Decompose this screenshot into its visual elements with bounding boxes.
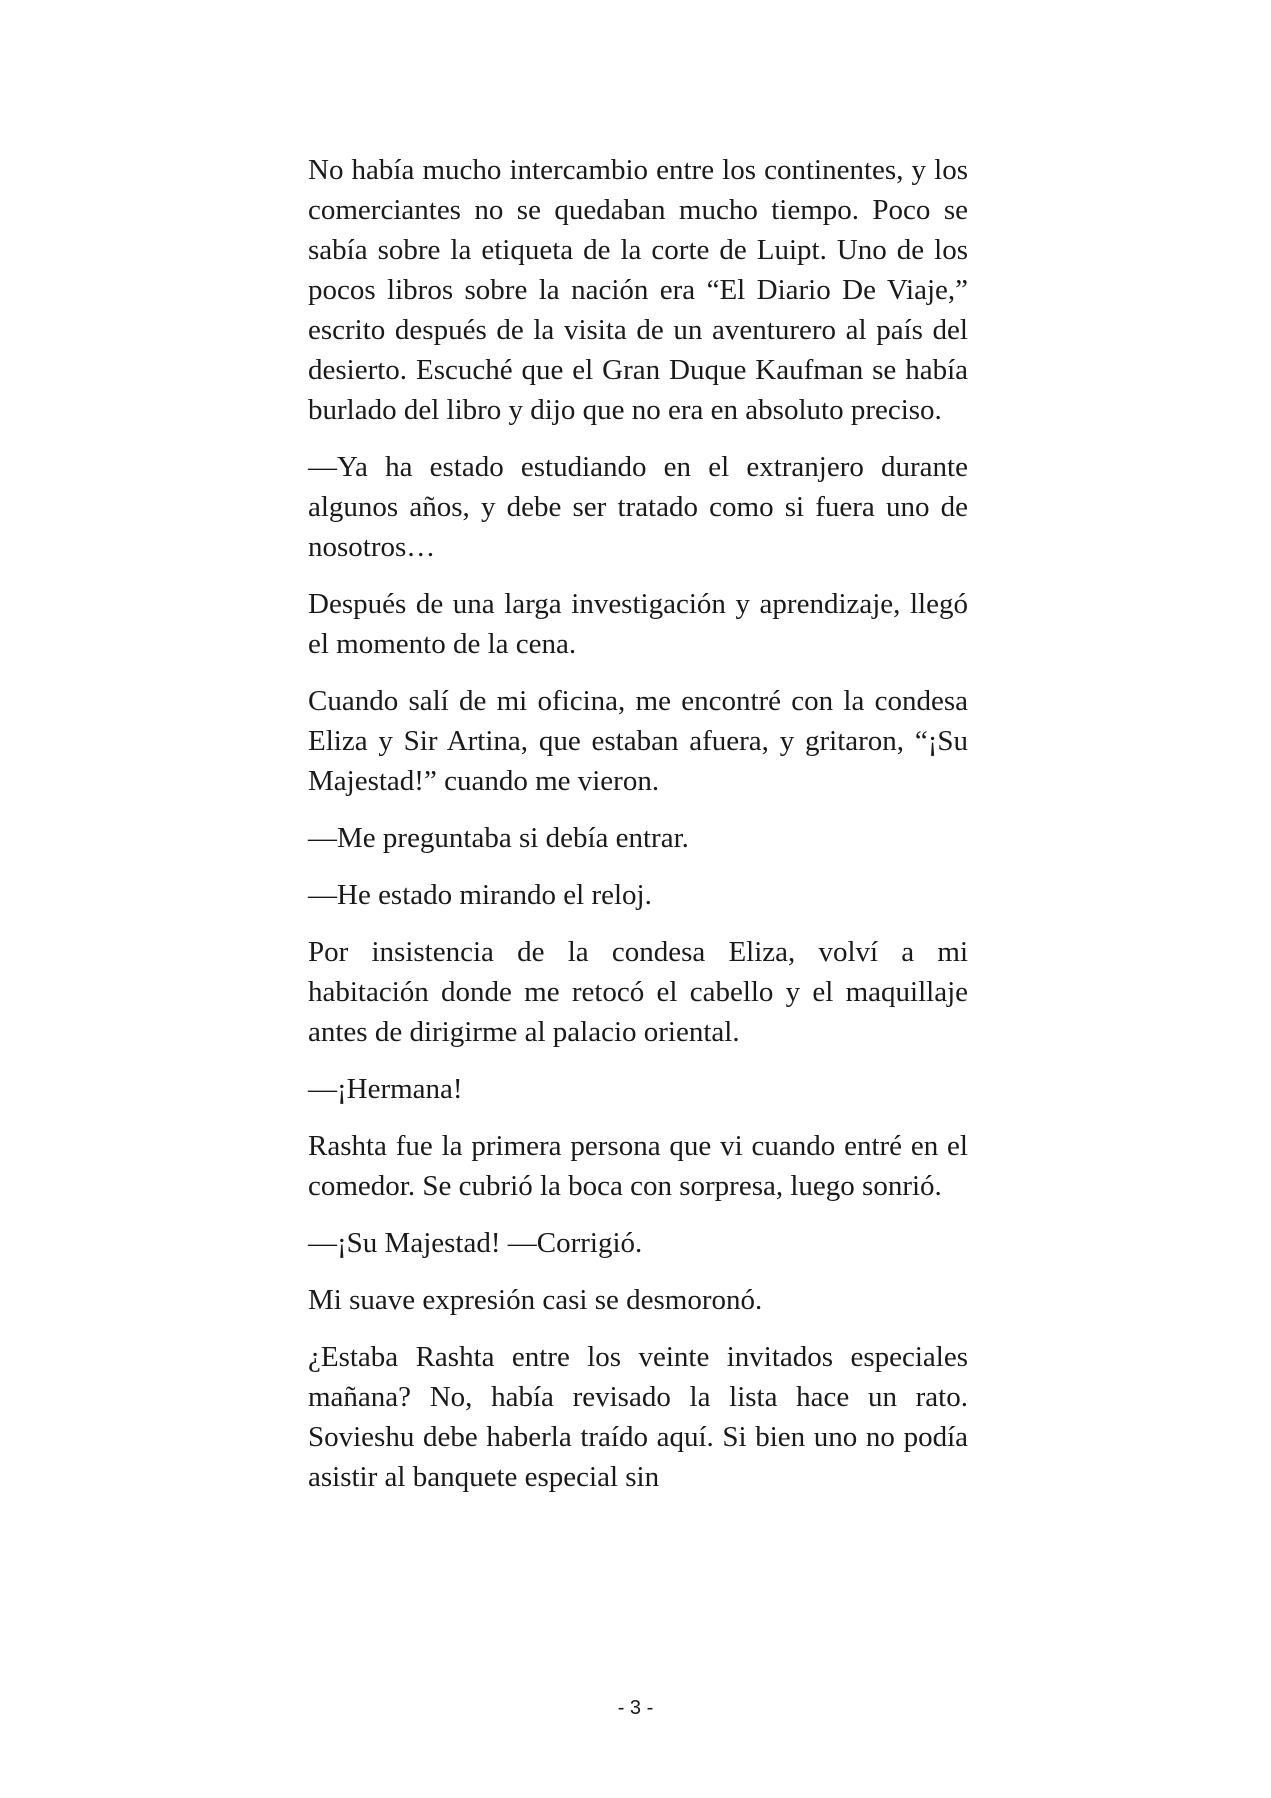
paragraph: No había mucho intercambio entre los continentes, y los comerciantes no se quedaban mucho tiempo. Poco se sabía sobre la etiqueta de la corte de Luipt. Uno de los pocos libros sobre la nación era “El Diario De Viaje,” escrito después de la visita de un aventurero al país del desierto. Escuché que el Gran Duque Kaufman se había burlado del libro y dijo que no era en absoluto preciso.	[308, 154, 968, 426]
paragraph: Por insistencia de la condesa Eliza, volví a mi habitación donde me retocó el cabello y el maquillaje antes de dirigirme al palacio oriental.	[308, 936, 968, 1048]
paragraph: —He estado mirando el reloj.	[308, 879, 652, 911]
body-text	[308, 150, 968, 1514]
paragraph: Cuando salí de mi oficina, me encontré con la condesa Eliza y Sir Artina, que estaban afuera, y gritaron, “¡Su Majestad!” cuando me vieron.	[308, 685, 968, 797]
paragraph: —Ya ha estado estudiando en el extranjero durante algunos años, y debe ser tratado como si fuera uno de nosotros…	[308, 451, 968, 563]
page-number: - 3 -	[617, 1697, 654, 1719]
paragraph: —¡Hermana!	[308, 1073, 463, 1105]
paragraph: —Me preguntaba si debía entrar.	[308, 822, 689, 854]
paragraph: ¿Estaba Rashta entre los veinte invitados especiales mañana? No, había revisado la lista hace un rato. Sovieshu debe haberla traído aquí. Si bien uno no podía asistir al banquete especial sin	[308, 1341, 968, 1493]
paragraph: Después de una larga investigación y aprendizaje, llegó el momento de la cena.	[308, 588, 968, 660]
paragraph: Mi suave expresión casi se desmoronó.	[308, 1284, 763, 1316]
paragraph: Rashta fue la primera persona que vi cuando entré en el comedor. Se cubrió la boca con sorpresa, luego sonrió.	[308, 1130, 968, 1202]
paragraph: —¡Su Majestad! —Corrigió.	[308, 1227, 643, 1259]
